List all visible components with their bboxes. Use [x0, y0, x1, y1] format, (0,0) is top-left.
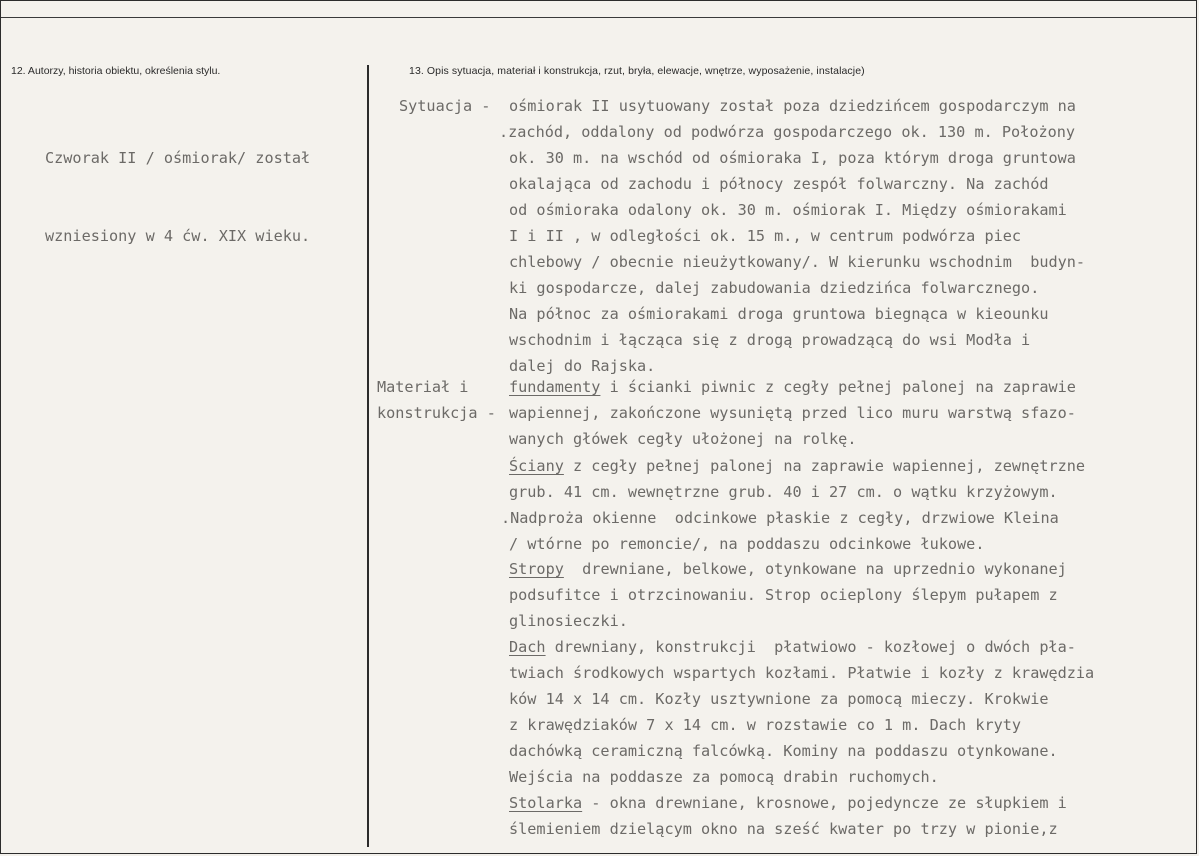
body-line: grub. 41 cm. wewnętrzne grub. 40 i 27 cm. o wątku krzyżowym.	[509, 483, 1058, 501]
section-13-header: 13. Opis sytuacja, materiał i konstrukcja, rzut, bryła, elewacje, wnętrze, wyposażenie, instalacje)	[409, 65, 865, 77]
body-line: ków 14 x 14 cm. Kozły usztywnione za pomocą mieczy. Krokwie	[509, 690, 1049, 708]
authors-history-text	[45, 93, 310, 301]
body-line: podsufitce i otrzcinowaniu. Strop ocieplony ślepym pułapem z	[509, 586, 1058, 604]
body-line: / wtórne po remoncie/, na poddaszu odcinkowe łukowe.	[509, 535, 985, 553]
body-line: dalej do Rajska.	[509, 357, 656, 375]
body-text: drewniane, belkowe, otynkowane na uprzednio wykonanej	[563, 560, 1067, 578]
body-line: okalająca od zachodu i północy zespół folwarczny. Na zachód	[509, 175, 1049, 193]
body-line: z krawędziaków 7 x 14 cm. w rozstawie co 1 m. Dach kryty	[509, 716, 1022, 734]
body-line: od ośmioraka odalony ok. 30 m. ośmiorak I. Między ośmiorakami	[509, 201, 1067, 219]
body-line	[509, 634, 1076, 660]
body-line: I i II , w odległości ok. 15 m., w centrum podwórza piec	[509, 227, 1022, 245]
body-line: glinosieczki.	[509, 612, 628, 630]
body-line: .zachód, oddalony od podwórza gospodarczego ok. 130 m. Położony	[499, 123, 1076, 141]
body-line	[509, 374, 1076, 400]
body-line: ok. 30 m. na wschód od ośmioraka I, poza którym droga gruntowa	[509, 149, 1076, 167]
heading-dach: Dach	[509, 638, 546, 656]
body-line: dachówką ceramiczną falcówką. Kominy na poddaszu otynkowane.	[509, 742, 1058, 760]
heading-stolarka: Stolarka	[509, 794, 583, 812]
left-line-2: wzniesiony w 4 ćw. XIX wieku.	[45, 227, 311, 245]
body-line: Wejścia na poddasze za pomocą drabin ruchomych.	[509, 768, 939, 786]
heading-sciany: Ściany	[509, 457, 564, 475]
body-line: wapiennej, zakończone wysuniętą przed lico muru warstwą sfazo-	[509, 404, 1076, 422]
body-line: ki gospodarcze, dalej zabudowania dziedzińca folwarcznego.	[509, 279, 1040, 297]
body-line	[509, 790, 1067, 816]
heading-stropy: Stropy	[509, 560, 564, 578]
label-sytuacja: Sytuacja -	[399, 97, 491, 115]
label-material: Materiał i	[377, 378, 469, 396]
heading-fundamenty: fundamenty	[509, 378, 601, 396]
body-line	[509, 556, 1067, 582]
body-text: - okna drewniane, krosnowe, pojedyncze ze słupkiem i	[582, 794, 1067, 812]
top-rule	[1, 17, 1196, 18]
body-text: drewniany, konstrukcji płatwiowo - kozłowej o dwóch pła-	[545, 638, 1076, 656]
body-text: z cegły pełnej palonej na zaprawie wapiennej, zewnętrzne	[563, 457, 1086, 475]
body-line: wschodnim i łącząca się z drogą prowadzącą do wsi Modła i	[509, 331, 1031, 349]
label-konstrukcja: konstrukcja -	[377, 404, 496, 422]
body-line: wanych główek cegły ułożonej na rolkę.	[509, 430, 857, 448]
body-line: ślemieniem dzielącym okno na sześć kwater po trzy w pionie,z	[509, 820, 1058, 838]
left-line-1: Czworak II / ośmiorak/ został	[45, 149, 311, 167]
body-line: chlebowy / obecnie nieużytkowany/. W kierunku wschodnim budyn-	[509, 253, 1086, 271]
body-line	[509, 453, 1085, 479]
body-text: i ścianki piwnic z cegły pełnej palonej na zaprawie	[600, 378, 1076, 396]
body-line: twiach środkowych wspartych kozłami. Płatwie i kozły z krawędzia	[509, 664, 1095, 682]
body-line: Na północ za ośmiorakami droga gruntowa biegnąca w kieounku	[509, 305, 1049, 323]
column-divider	[367, 65, 369, 847]
body-line: .Nadproża okienne odcinkowe płaskie z cegły, drzwiowe Kleina	[501, 509, 1059, 527]
section-12-header: 12. Autorzy, historia obiektu, określenia stylu.	[11, 65, 221, 77]
body-line: ośmiorak II usytuowany został poza dziedzińcem gospodarczym na	[509, 97, 1076, 115]
